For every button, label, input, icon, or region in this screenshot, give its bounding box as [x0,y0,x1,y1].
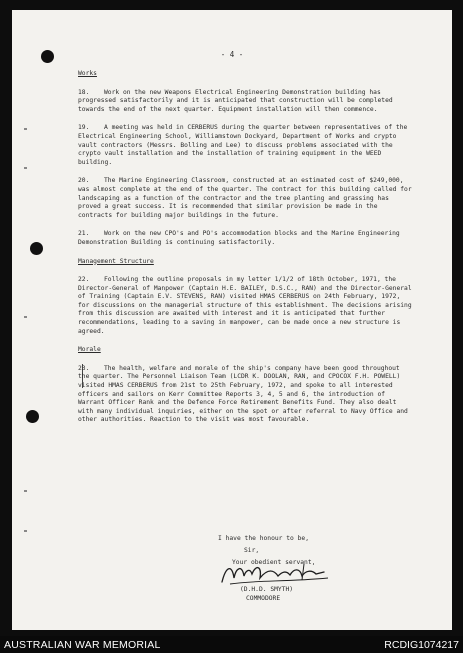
paragraph-text: Work on the new CPO's and PO's accommodation blocks and the Marine Engineering Demonstration Building is continuing satisfactorily. [78,230,400,246]
closing-line: I have the honour to be, [218,535,309,542]
section-heading-management-structure: Management Structure [78,257,154,265]
signatory-name: (D.H.D. SMYTH) [240,586,294,593]
margin-tick [24,490,27,492]
section-heading-morale: Morale [78,346,101,354]
margin-tick [24,167,27,169]
paragraph-19 [78,124,413,167]
paragraph-text: Work on the new Weapons Electrical Engineering Demonstration building has progressed satisfactorily and it is anticipated that construction will be completed towards the end of the next quarter. Equipment installation will then commence. [78,88,393,113]
paragraph-number: 21. [78,230,90,238]
closing-salutation: Sir, [244,547,260,554]
section-heading-works: Works [78,70,97,77]
paragraph-number: 20. [78,177,90,185]
paragraph-20 [78,177,413,220]
footer-institution: AUSTRALIAN WAR MEMORIAL [4,639,161,651]
footer-record-id: RCDIG1074217 [384,639,459,651]
paragraph-23 [78,365,413,425]
archive-footer [0,636,463,653]
paragraph-18 [78,89,413,115]
paragraph-21 [78,230,413,247]
margin-tick [24,128,27,130]
paragraph-number: 18. [78,88,90,96]
signatory-rank: COMMODORE [246,595,281,602]
paragraph-text: A meeting was held in CERBERUS during the quarter between representatives of the Electrical Engineering School, Williamstown Dockyard, Department of Works and crypto vault contractors (Messrs. Bolling and Lee) to discuss problems associated with the crypto vault installation and the installation of training equipment in the WEED building. [78,124,408,166]
closing-line: Your obedient servant, [232,559,316,566]
paragraph-text: The Marine Engineering Classroom, constructed at an estimated cost of $249,000, was almost complete at the end of the quarter. The contract for this building called for landscaping as a function of the contractor and the tree planting and grassing has proved a great success. It is recommended that similar provision be made in the contracts for building major buildings in the future. [78,177,412,219]
paragraph-number: 19. [78,124,90,132]
document-body [78,70,413,435]
paragraph-number: 23. [78,364,90,372]
punch-hole [30,242,43,255]
margin-tick [24,316,27,318]
punch-hole [26,410,39,423]
page-number: - 4 - [220,50,244,59]
margin-tick [24,530,27,532]
signatory-block [240,585,293,603]
paragraph-text: The health, welfare and morale of the ship's company have been good throughout the quarter. The Personnel Liaison Team (LCDR K. DOOLAN, RAN, and CPOCOX F.H. POWELL) visited HMAS CERBERUS from 21st to 25th February, 1972, and spoke to all interested officers and sailors on Kerr Committee Reports 3, 4, 5 and 6, the introduction of Warrant Officer Rank and the Defence Force Retirement Benefits Fund. They also dealt with many individual inquiries, either on the spot or after referral to Navy Office and other authorities. Reaction to the visit was most favourable. [78,364,408,424]
paragraph-text: Following the outline proposals in my letter 1/1/2 of 18th October, 1971, the Director-General of Manpower (Captain H.E. BAILEY, D.S.C., RAN) and the Director-General of Training (Captain E.V. STEVENS, RAN) visited HMAS CERBERUS on 24th February, 1972, for discussions on the managerial structure of this establishment. The decisions arising from this discussion are awaited with interest and it is anticipated that further recommendations, leading to a saving in manpower, can be made once a new structure is agreed. [78,276,412,335]
paragraph-22 [78,276,413,336]
paragraph-number: 22. [78,276,90,284]
